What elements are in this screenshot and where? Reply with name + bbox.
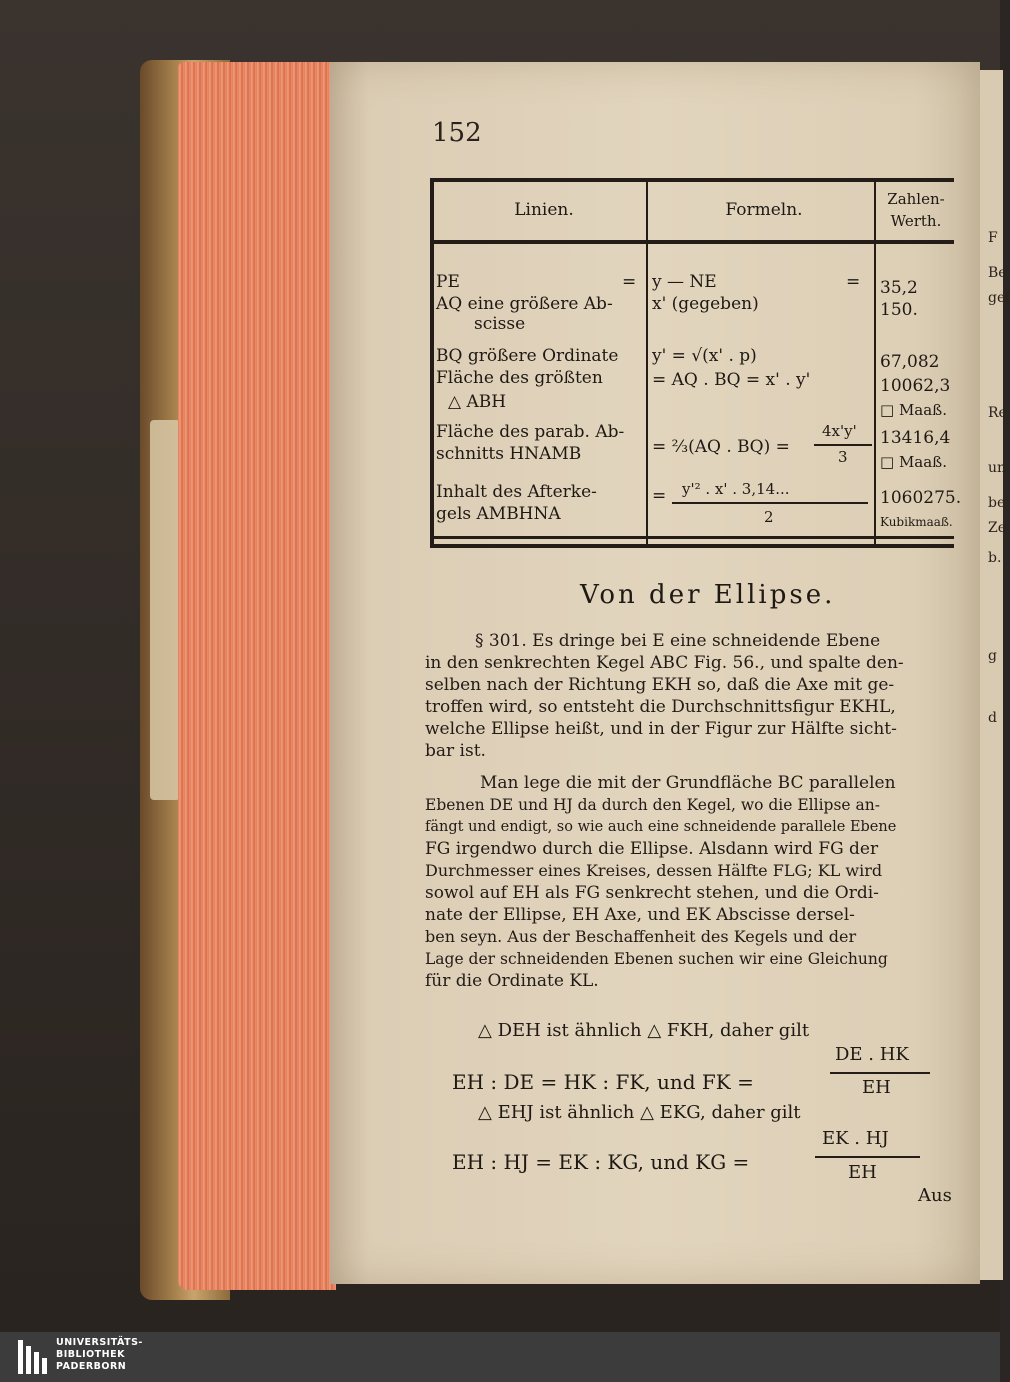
paragraph-line: FG irgendwo durch die Ellipse. Alsdann wird FG der [425,839,879,859]
formula-numerator: y'² . x' . 3,14... [682,480,790,498]
formula-numerator: 4x'y' [822,422,857,440]
paragraph-line: ben seyn. Aus der Beschaffenheit des Kegels und der [425,927,857,946]
page-edges [178,62,336,1290]
fragment: Be [988,265,1007,281]
catchword: Aus [918,1185,952,1206]
library-name-line: PADERBORN [56,1361,127,1372]
row-line-cont: scisse [474,314,526,334]
paragraph-line: nate der Ellipse, EH Axe, und EK Abscisse dersel- [425,905,855,925]
row-line: BQ größere Ordinate [436,346,619,366]
row-line-cont: schnitts HNAMB [436,444,582,464]
row-line-eq: = [622,272,637,292]
row-line: Fläche des größten [436,368,603,388]
row-formula-eq: = [846,272,861,292]
paragraph-line: sowol auf EH als FG senkrecht stehen, und die Ordi- [425,883,879,903]
header-linien: Linien. [514,200,574,220]
fragment: gef [988,290,1010,306]
equation-denominator: EH [848,1162,877,1183]
row-line-cont: △ ABH [448,392,507,412]
fraction-bar [814,444,872,446]
equation-fraction-bar [815,1156,920,1158]
library-logo-icon [18,1340,48,1374]
row-formula-left: = ⅔(AQ . BQ) = [652,437,790,457]
header-werth: Werth. [890,212,942,230]
row-line: PE [436,272,460,292]
row-formula: y — NE [652,272,717,292]
equation-line: △ DEH ist ähnlich △ FKH, daher gilt [478,1020,810,1041]
fragment: d [988,710,997,726]
header-formeln: Formeln. [725,200,803,220]
header-zahlen: Zahlen- [887,190,945,208]
section-title: Von der Ellipse. [580,580,836,610]
library-name-line: BIBLIOTHEK [56,1349,125,1360]
paragraph-line: selben nach der Richtung EKH so, daß die Axe mit ge- [425,675,895,695]
fragment: g [988,648,997,664]
row-formula: y' = √(x' . p) [652,346,757,366]
row-line: AQ eine größere Ab- [436,294,613,314]
paragraph-line: bar ist. [425,741,486,761]
table-bottom-rule [434,536,954,539]
fragment: be [988,495,1006,511]
formula-denominator: 3 [838,448,848,466]
equation-fraction-bar [830,1072,930,1074]
fragment: b. [988,550,1002,566]
table-header-rule [434,240,954,244]
row-unit: □ Maaß. [880,401,947,419]
equation-line: EH : HJ = EK : KG, und KG = [452,1150,750,1174]
row-value: 150. [880,300,918,320]
page-number: 152 [432,118,482,148]
equation-line: △ EHJ ist ähnlich △ EKG, daher gilt [478,1102,801,1123]
column-divider [874,182,876,544]
row-value: 10062,3 [880,376,951,396]
row-line: Inhalt des Afterke- [436,482,597,502]
row-line-cont: gels AMBHNA [436,504,561,524]
equation-line: EH : DE = HK : FK, und FK = [452,1070,754,1094]
fragment: Ze [988,520,1007,536]
fragment: F [988,230,998,246]
fragment: Re [988,405,1007,421]
formula-denominator: 2 [764,508,774,526]
formula-table [430,178,962,548]
paragraph-line: § 301. Es dringe bei E eine schneidende Ebene [475,631,881,651]
row-formula: x' (gegeben) [652,294,759,314]
column-divider [646,182,648,544]
equation-denominator: EH [862,1077,891,1098]
row-unit: □ Maaß. [880,453,947,471]
paragraph-line: Lage der schneidenden Ebenen suchen wir eine Gleichung [425,950,888,968]
row-value: 13416,4 [880,428,951,448]
fraction-bar [672,502,868,504]
row-formula-left: = [652,486,667,506]
cover-paper-label [150,420,180,800]
row-line: Fläche des parab. Ab- [436,422,625,442]
equation-numerator: EK . HJ [822,1128,889,1149]
paragraph-line: für die Ordinate KL. [425,971,599,991]
library-name [56,1337,143,1373]
paragraph-line: Ebenen DE und HJ da durch den Kegel, wo die Ellipse an- [425,796,880,814]
fragment: un [988,460,1007,476]
paragraph-line: Durchmesser eines Kreises, dessen Hälfte FLG; KL wird [425,861,883,880]
row-formula: = AQ . BQ = x' . y' [652,370,811,390]
paragraph-line: Man lege die mit der Grundfläche BC parallelen [480,773,896,793]
row-value: 67,082 [880,352,940,372]
paragraph-line: troffen wird, so entsteht die Durchschnittsfigur EKHL, [425,697,896,717]
paragraph-line: in den senkrechten Kegel ABC Fig. 56., und spalte den- [425,653,904,673]
row-value: 1060275. [880,488,962,508]
library-name-line: UNIVERSITÄTS- [56,1337,143,1348]
paragraph-line: welche Ellipse heißt, und in der Figur zur Hälfte sicht- [425,719,897,739]
row-value: 35,2 [880,278,918,298]
footer-bar [0,1332,1000,1382]
row-unit: Kubikmaaß. [880,515,953,529]
paragraph-line: fängt und endigt, so wie auch eine schneidende parallele Ebene [425,819,897,835]
equation-numerator: DE . HK [835,1044,909,1065]
